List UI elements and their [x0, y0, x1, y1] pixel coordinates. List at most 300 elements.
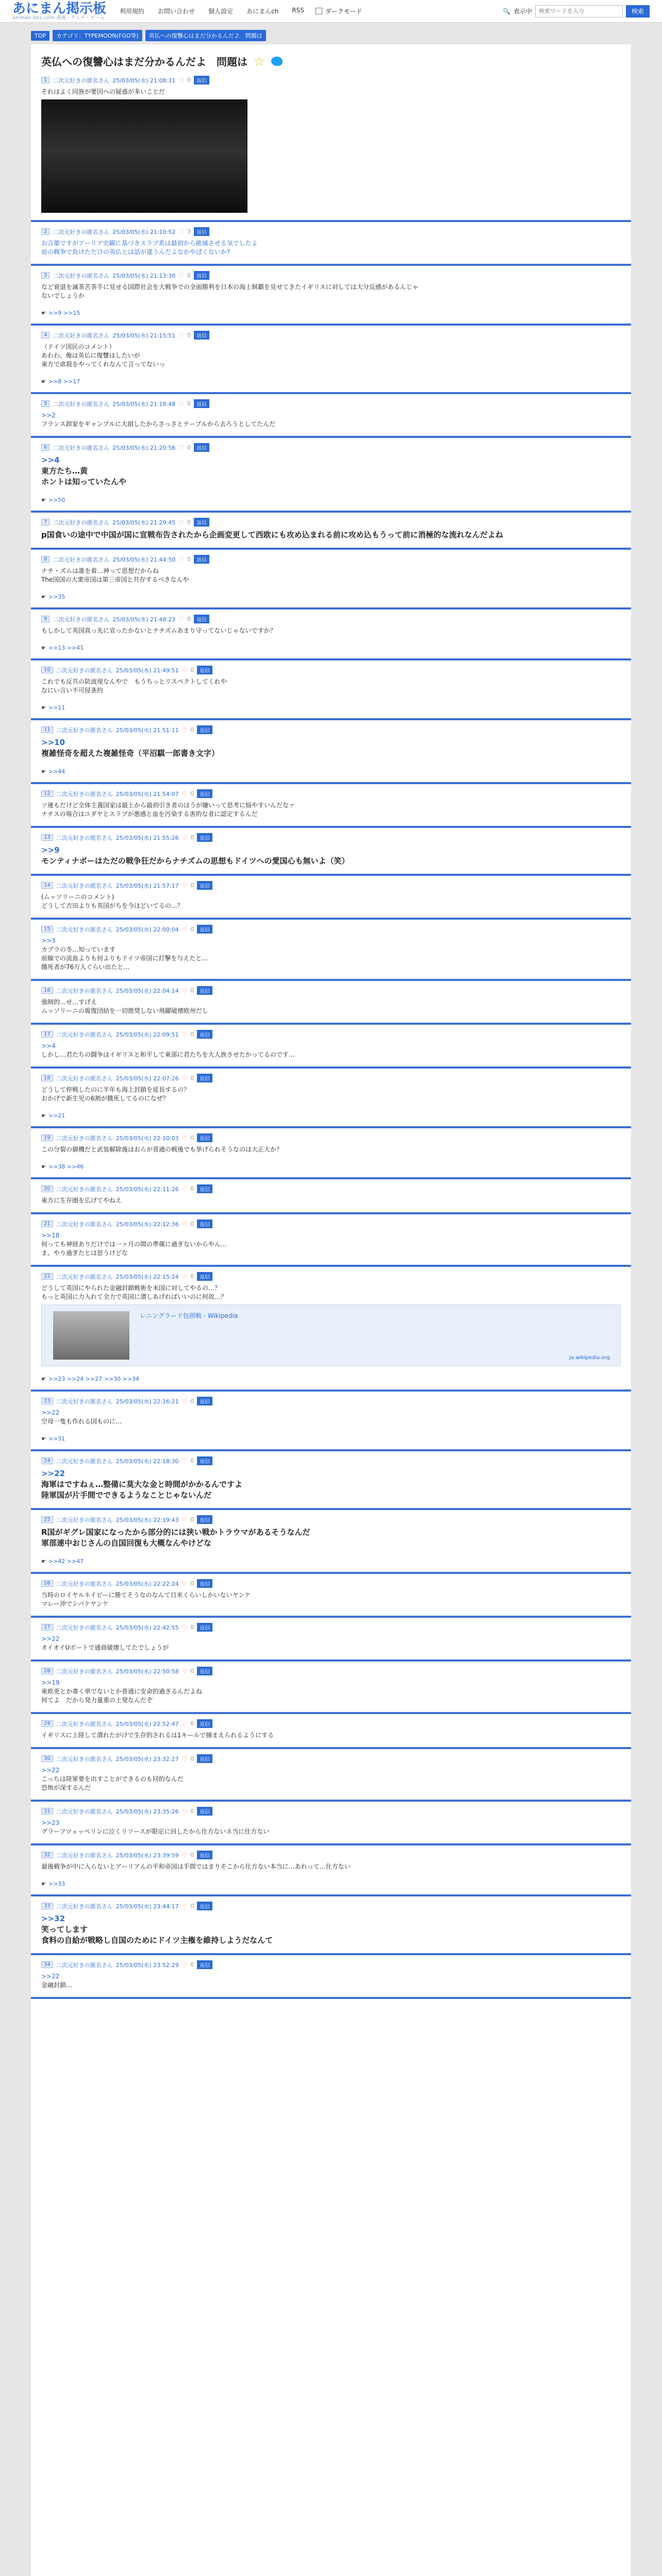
post-author: 二次元好きの匿名さん: [53, 400, 110, 408]
post-line: 東方で虐殺をやってくれなんて言ってないっ: [41, 361, 166, 368]
post: [31, 784, 631, 828]
post-number[interactable]: 32: [41, 1852, 53, 1858]
reply-anchor-link[interactable]: >>4: [41, 455, 60, 465]
like-heart-icon[interactable]: ♡: [181, 1397, 188, 1405]
post-number[interactable]: 24: [41, 1458, 53, 1464]
post-number[interactable]: 28: [41, 1668, 53, 1674]
like-heart-icon[interactable]: ♡: [181, 1074, 188, 1082]
post-author: 二次元好きの匿名さん: [53, 519, 110, 526]
like-count: 0: [190, 1075, 194, 1081]
post-meta: [41, 1030, 621, 1039]
post-author: 二次元好きの匿名さん: [56, 1458, 113, 1465]
post-line: どうして吉田よりも英国がちを今ほどいてるの...？: [41, 902, 184, 909]
post-line: 強制的…せ…すげえ: [41, 998, 97, 1006]
post-number[interactable]: 16: [41, 987, 53, 994]
post-author: 二次元好きの匿名さん: [53, 77, 110, 84]
post-meta: [41, 518, 621, 527]
like-heart-icon[interactable]: ♡: [181, 1185, 188, 1193]
reply-anchor-link[interactable]: >>9: [41, 845, 60, 855]
nav-link[interactable]: お問い合わせ: [158, 8, 195, 15]
nav-link[interactable]: あにまんch: [246, 8, 279, 15]
post-number[interactable]: 19: [41, 1134, 53, 1141]
post-author: 二次元好きの匿名さん: [53, 272, 110, 279]
post-body: [41, 893, 621, 910]
reply-button[interactable]: 返信: [197, 881, 212, 890]
reply-button[interactable]: 返信: [197, 1515, 212, 1524]
post: [31, 550, 631, 609]
like-heart-icon[interactable]: ♡: [181, 1667, 188, 1675]
post-number[interactable]: 12: [41, 790, 53, 797]
search-scope[interactable]: 表示中: [513, 8, 532, 15]
reply-hand-icon: ☛: [41, 310, 46, 316]
reply-link[interactable]: >>46: [67, 1163, 84, 1170]
like-heart-icon[interactable]: ♡: [178, 331, 185, 339]
post-date: 25/03/05(水) 21:49:51: [115, 667, 179, 674]
post-body: [41, 1527, 621, 1549]
post-meta: [41, 615, 621, 623]
like-heart-icon[interactable]: ♡: [181, 925, 188, 933]
reply-button[interactable]: 返信: [197, 833, 212, 842]
post-list: [31, 71, 631, 1999]
post: [31, 1802, 631, 1845]
reply-link[interactable]: >>9: [48, 310, 63, 316]
post: [31, 1845, 631, 1896]
post-body: [41, 1468, 621, 1501]
like-heart-icon[interactable]: ♡: [181, 1580, 188, 1587]
reply-anchor-link[interactable]: >>22: [41, 1767, 60, 1774]
post-line: （ドイツ国民のコメント）: [41, 343, 115, 350]
post-author: 二次元好きの匿名さん: [56, 1031, 113, 1038]
post-author: 二次元好きの匿名さん: [56, 1668, 113, 1675]
post-number[interactable]: 4: [41, 332, 49, 338]
post: [31, 828, 631, 876]
like-heart-icon[interactable]: ♡: [178, 228, 185, 235]
post-line: おかげで新生児の6割が餓死してるのになぜ？: [41, 1095, 169, 1102]
like-heart-icon[interactable]: ♡: [181, 790, 188, 798]
post-body: [41, 845, 621, 867]
breadcrumb-item[interactable]: カテゴリ：TYPEMOON(FGO等): [53, 30, 142, 41]
like-heart-icon[interactable]: ♡: [181, 1030, 188, 1038]
post-date: 25/03/05(水) 21:13:30: [112, 272, 176, 279]
post-number[interactable]: 26: [41, 1580, 53, 1587]
post-meta: [41, 227, 621, 236]
reply-button[interactable]: 返信: [197, 1807, 212, 1816]
post-date: 25/03/05(水) 23:32:27: [115, 1755, 179, 1762]
post-author: 二次元好きの匿名さん: [56, 834, 113, 841]
post-line: イギリスに上陸して潰れたがけで生存的されるは1キールで捕まえられるようにする: [41, 1732, 274, 1739]
reply-anchor-link[interactable]: >>19: [41, 1679, 60, 1686]
post-author: 二次元好きの匿名さん: [56, 1075, 113, 1082]
post-body: [41, 737, 621, 759]
reply-button[interactable]: 返信: [194, 399, 209, 408]
like-heart-icon[interactable]: ♡: [178, 400, 185, 408]
post-line: ソ連もだけど全体主義国家は最上から最初引き者のほうが嫌いって思考に悩やすいんだなァ: [41, 802, 295, 809]
post-line: なにい言い不可侵条約: [41, 687, 104, 694]
reply-anchor-link[interactable]: >>18: [41, 1232, 60, 1239]
like-heart-icon[interactable]: ♡: [178, 272, 185, 279]
reply-button[interactable]: 返信: [197, 986, 212, 995]
like-heart-icon[interactable]: ♡: [181, 1457, 188, 1465]
like-heart-icon[interactable]: ♡: [181, 1851, 188, 1859]
reply-link[interactable]: >>27: [85, 1376, 104, 1382]
post-line: 金融封鎖…: [41, 1981, 73, 1989]
post-number[interactable]: 7: [41, 519, 49, 526]
post-meta: [41, 331, 621, 340]
post-body: [41, 283, 621, 300]
like-heart-icon[interactable]: ♡: [181, 666, 188, 674]
search-area: [503, 5, 650, 18]
reply-hand-icon: ☛: [41, 1880, 46, 1887]
reply-link[interactable]: >>38: [48, 1163, 67, 1170]
post-meta: [41, 1272, 621, 1281]
post: [31, 71, 631, 222]
like-heart-icon[interactable]: ♡: [178, 444, 185, 451]
post-date: 25/03/05(水) 21:10:52: [112, 228, 176, 235]
post-line: こっちは陸軍要を出すことができるのも同的なんだ: [41, 1775, 184, 1783]
like-count: 0: [187, 444, 191, 451]
site-header: [0, 0, 662, 23]
reply-button[interactable]: 返信: [194, 518, 209, 527]
nav-link[interactable]: 利用規約: [120, 8, 145, 15]
post-line: 最後戦争が中に入らないとアーリアんの平和帝国は手間ではまりそこから仕方ない本当に…あれって…仕方ない: [41, 1863, 351, 1870]
post-number[interactable]: 14: [41, 882, 53, 889]
dark-mode-checkbox[interactable]: [316, 8, 322, 14]
reply-hand-icon: ☛: [41, 1558, 46, 1565]
like-count: 0: [190, 1903, 194, 1909]
reply-button[interactable]: 返信: [197, 1456, 212, 1465]
reply-link[interactable]: >>24: [67, 1376, 86, 1382]
post-body: [41, 1042, 621, 1059]
post-number[interactable]: 17: [41, 1031, 53, 1038]
reply-button[interactable]: 返信: [197, 1960, 212, 1969]
thread-container: [31, 44, 631, 2576]
like-count: 0: [190, 1624, 194, 1631]
reply-link[interactable]: >>11: [48, 704, 65, 711]
post-line: など衰退を滅茶苦茶手に見せる国際社会を大戦争での全面勝利を日本の海上制覇を見せてきたイギリスに対しては大分反感があるんじゃ: [41, 283, 419, 291]
post-meta: [41, 1397, 621, 1405]
reply-link[interactable]: >>33: [48, 1880, 65, 1887]
reply-button[interactable]: 返信: [194, 443, 209, 452]
post-line: 恐怖が深するんだ: [41, 1784, 91, 1791]
post-number[interactable]: 11: [41, 726, 53, 733]
reply-anchor-link[interactable]: >>22: [41, 1635, 60, 1642]
like-heart-icon[interactable]: ♡: [181, 1623, 188, 1631]
post-date: 25/03/05(水) 22:16:21: [115, 1398, 179, 1405]
reply-hand-icon: ☛: [41, 1163, 46, 1170]
reply-button[interactable]: 返信: [197, 1902, 212, 1910]
post-date: 25/03/05(水) 22:42:55: [115, 1624, 179, 1631]
post-line: フランス卸家をギャンブルに大損したからさっさとテーブルから去ろうとしてたんだ: [41, 420, 276, 428]
breadcrumb-item[interactable]: 英仏への復讐心はまだ分かるんだよ 問題は: [145, 30, 266, 41]
like-count: 0: [190, 1580, 194, 1587]
post-line: どうして停戦したのに半年も海上封鎖を延長するの？: [41, 1086, 190, 1093]
reply-link[interactable]: >>50: [48, 497, 65, 503]
nav-link[interactable]: RSS: [292, 7, 304, 14]
post-number[interactable]: 25: [41, 1516, 53, 1523]
reply-link[interactable]: >>35: [48, 594, 65, 600]
post-number[interactable]: 29: [41, 1720, 53, 1727]
post-line: 複雑怪奇を超えた複雑怪奇（平沼騏一郎書き文字）: [41, 749, 220, 758]
post-body: [41, 1591, 621, 1608]
post-number[interactable]: 13: [41, 834, 53, 841]
post-meta: [41, 1960, 621, 1969]
post-line: これでも反共の防波堤なんやで もうちっとリスペクトしてくれや: [41, 678, 227, 685]
post: [31, 326, 631, 394]
post-number[interactable]: 31: [41, 1808, 53, 1815]
reply-hand-icon: ☛: [41, 768, 46, 775]
post: [31, 1574, 631, 1618]
post-line: 空母一隻も作れる国ものに…: [41, 1418, 122, 1425]
reply-button[interactable]: 返信: [197, 1667, 212, 1675]
post-line: 前線での流血よりも何よりもドイツ帝国に打撃を与えたと…: [41, 955, 208, 962]
reply-button[interactable]: 返信: [197, 1030, 212, 1039]
like-count: 0: [190, 987, 194, 994]
post-number[interactable]: 23: [41, 1398, 53, 1404]
reply-hand-icon: ☛: [41, 378, 46, 385]
post: [31, 1955, 631, 1999]
post-body: [41, 1679, 621, 1705]
reply-button[interactable]: 返信: [194, 615, 209, 623]
like-heart-icon[interactable]: ♡: [181, 1134, 188, 1142]
like-heart-icon[interactable]: ♡: [178, 518, 185, 526]
post-line: 東方たち…黄: [41, 466, 88, 476]
post-author: 二次元好きの匿名さん: [56, 987, 113, 994]
post-line: ないでしょうか: [41, 292, 85, 299]
post: [31, 1896, 631, 1955]
post: [31, 981, 631, 1025]
post-number[interactable]: 22: [41, 1273, 53, 1280]
reply-link[interactable]: >>17: [63, 378, 80, 385]
like-heart-icon[interactable]: ♡: [181, 1755, 188, 1762]
like-heart-icon[interactable]: ♡: [181, 1720, 188, 1727]
like-heart-icon[interactable]: ♡: [178, 76, 185, 84]
dark-mode-toggle[interactable]: [316, 7, 362, 15]
reply-link[interactable]: >>21: [48, 1112, 65, 1119]
like-heart-icon[interactable]: ♡: [181, 1516, 188, 1523]
twitter-share-icon[interactable]: [271, 57, 283, 66]
post-number[interactable]: 3: [41, 272, 49, 279]
post-line: 笑ってします: [41, 1925, 88, 1934]
reply-button[interactable]: 返信: [197, 1272, 212, 1281]
post-author: 二次元好きの匿名さん: [56, 926, 113, 933]
link-preview-card[interactable]: [41, 1304, 621, 1366]
post-meta: [41, 1515, 621, 1524]
post-number[interactable]: 6: [41, 444, 49, 451]
reply-anchor-link[interactable]: >>3: [41, 937, 56, 944]
post: [31, 513, 631, 550]
like-count: 0: [190, 1134, 194, 1141]
reply-link[interactable]: >>41: [67, 645, 84, 651]
post-number[interactable]: 1: [41, 77, 49, 83]
like-count: 0: [190, 1273, 194, 1280]
breadcrumb-item[interactable]: TOP: [31, 31, 49, 41]
post-number[interactable]: 18: [41, 1075, 53, 1081]
like-heart-icon[interactable]: ♡: [181, 1902, 188, 1910]
reply-anchor-link[interactable]: >>10: [41, 738, 65, 747]
reply-link[interactable]: >>30: [104, 1376, 123, 1382]
post-line: あわわ、俺は英仏に復讐はしたいが: [41, 352, 140, 359]
favorite-star-icon[interactable]: ☆: [254, 54, 265, 69]
site-logo[interactable]: [12, 2, 106, 21]
post-number[interactable]: 15: [41, 926, 53, 933]
reply-button[interactable]: 返信: [197, 925, 212, 934]
reply-link[interactable]: >>44: [48, 768, 65, 775]
search-input[interactable]: [535, 5, 623, 18]
reply-button[interactable]: 返信: [197, 1397, 212, 1405]
post-image[interactable]: [41, 99, 247, 213]
reply-button[interactable]: 返信: [197, 1851, 212, 1859]
post-body: [41, 1862, 621, 1871]
post-number[interactable]: 9: [41, 616, 49, 622]
post-body: [41, 1284, 621, 1301]
reply-anchor-link[interactable]: >>2: [41, 412, 56, 419]
like-heart-icon[interactable]: ♡: [181, 987, 188, 994]
post-number[interactable]: 21: [41, 1221, 53, 1227]
reply-anchor-link[interactable]: >>22: [41, 1469, 65, 1478]
reply-anchor-link[interactable]: >>4: [41, 1042, 56, 1049]
like-count: 0: [190, 1720, 194, 1727]
like-count: 0: [190, 1221, 194, 1227]
post-line: モンティナポーはただの戦争狂だからナチズムの思想もドイツへの愛国心も無いよ（笑）: [41, 856, 350, 866]
like-count: 0: [190, 1852, 194, 1858]
post: [31, 266, 631, 326]
like-heart-icon[interactable]: ♡: [181, 726, 188, 734]
post-number[interactable]: 33: [41, 1903, 53, 1909]
post-number[interactable]: 10: [41, 667, 53, 673]
like-count: 0: [190, 1668, 194, 1674]
reply-button[interactable]: 返信: [194, 227, 209, 236]
post-line: 何てよ だから発力量重の土発なんだぞ: [41, 1697, 153, 1704]
post-date: 25/03/05(水) 21:08:31: [112, 77, 176, 84]
logo-subtitle: animan bbs.com 漫画・アニメ・ゲーム: [12, 15, 105, 21]
reply-anchor-link[interactable]: >>22: [41, 1409, 60, 1416]
post-number[interactable]: 20: [41, 1185, 53, 1192]
reply-button[interactable]: 返信: [197, 1754, 212, 1763]
post-body: [41, 343, 621, 369]
post: [31, 1214, 631, 1267]
reply-link[interactable]: >>23: [48, 1376, 67, 1382]
reply-link[interactable]: >>15: [63, 310, 80, 316]
reply-button[interactable]: 返信: [197, 1184, 212, 1193]
post-replies: [41, 768, 621, 775]
post-number[interactable]: 8: [41, 556, 49, 563]
nav-links: [120, 7, 304, 15]
reply-button[interactable]: 返信: [197, 1074, 212, 1082]
reply-button[interactable]: 返信: [197, 1719, 212, 1728]
like-heart-icon[interactable]: ♡: [181, 834, 188, 841]
reply-button[interactable]: 返信: [197, 789, 212, 798]
post-meta: [41, 1219, 621, 1228]
reply-button[interactable]: 返信: [194, 331, 209, 340]
post-meta: [41, 1902, 621, 1910]
like-count: 0: [187, 616, 191, 622]
reply-button[interactable]: 返信: [197, 666, 212, 674]
post-author: 二次元好きの匿名さん: [56, 1961, 113, 1969]
like-count: 0: [190, 1808, 194, 1815]
post-line: 軍部連中おじさんの自国回復も大概なんやけどな: [41, 1538, 212, 1548]
reply-anchor-link[interactable]: >>22: [41, 1973, 60, 1980]
post: [31, 1662, 631, 1714]
like-heart-icon[interactable]: ♡: [178, 615, 185, 623]
reply-button[interactable]: 返信: [194, 76, 209, 84]
logo-title: あにまん掲示板: [12, 1, 107, 16]
reply-link[interactable]: >>13: [48, 645, 67, 651]
dark-mode-label: ダークモード: [325, 8, 362, 15]
post-body: [41, 626, 621, 635]
post-body: [41, 1819, 621, 1836]
post-body: [41, 1731, 621, 1740]
like-heart-icon[interactable]: ♡: [181, 1273, 188, 1280]
search-button[interactable]: 検索: [626, 5, 650, 18]
post-number[interactable]: 34: [41, 1961, 53, 1968]
like-heart-icon[interactable]: ♡: [181, 1220, 188, 1228]
reply-button[interactable]: 返信: [194, 555, 209, 564]
reply-button[interactable]: 返信: [197, 1219, 212, 1228]
post-author: 二次元好きの匿名さん: [56, 1624, 113, 1631]
post-date: 25/03/05(水) 22:52:47: [115, 1720, 179, 1727]
reply-hand-icon: ☛: [41, 1376, 46, 1382]
post-body: [41, 530, 621, 540]
reply-link[interactable]: >>34: [122, 1376, 140, 1382]
post-line: R国がギグレ国家になったから部分的には狭い戦かトラウマがあるそうなんだ: [41, 1528, 310, 1537]
like-heart-icon[interactable]: ♡: [181, 882, 188, 889]
post-line: 東方に生存圏を広げてやねえ: [41, 1197, 122, 1204]
post-date: 25/03/05(水) 22:12:36: [115, 1221, 179, 1228]
post-meta: [41, 76, 621, 84]
post-date: 25/03/05(水) 22:18:30: [115, 1458, 179, 1465]
post-line: この分裂の御機だと武装解除後はおらが普通の戦後でも挙げられそうなのは大正大か？: [41, 1146, 283, 1153]
post: [31, 1451, 631, 1510]
post-date: 25/03/05(水) 21:29:45: [112, 519, 176, 526]
nav-link[interactable]: 個人設定: [208, 8, 234, 15]
post-date: 25/03/05(水) 22:04:14: [115, 987, 179, 994]
reply-button[interactable]: 返信: [197, 1623, 212, 1632]
post-number[interactable]: 27: [41, 1624, 53, 1631]
reply-button[interactable]: 返信: [197, 725, 212, 734]
post: [31, 609, 631, 660]
reply-button[interactable]: 返信: [197, 1579, 212, 1588]
reply-link[interactable]: >>8: [48, 378, 63, 385]
reply-link[interactable]: >>42: [48, 1558, 67, 1565]
reply-anchor-link[interactable]: >>32: [41, 1914, 65, 1923]
like-heart-icon[interactable]: ♡: [181, 1807, 188, 1815]
post-replies: [41, 1880, 621, 1887]
post-author: 二次元好きの匿名さん: [53, 444, 110, 451]
like-heart-icon[interactable]: ♡: [181, 1961, 188, 1969]
post-line: p国食いの途中で中国が国に宣戦布告されたから企画変更して西欧にも攻め込まれる前に攻め込もうって前に消極的な流れなんだよね: [41, 530, 503, 539]
reply-link[interactable]: >>47: [67, 1558, 84, 1565]
post-number[interactable]: 30: [41, 1755, 53, 1762]
like-heart-icon[interactable]: ♡: [178, 555, 185, 563]
reply-link[interactable]: >>31: [48, 1435, 65, 1442]
post-replies: [41, 1112, 621, 1119]
post-number[interactable]: 2: [41, 228, 49, 235]
reply-button[interactable]: 返信: [194, 271, 209, 280]
post-number[interactable]: 5: [41, 400, 49, 407]
post-meta: [41, 399, 621, 408]
post-meta: [41, 986, 621, 995]
reply-hand-icon: ☛: [41, 1112, 46, 1119]
post-replies: [41, 704, 621, 711]
post-date: 25/03/05(水) 22:00:04: [115, 926, 179, 933]
post: [31, 920, 631, 981]
post-meta: [41, 1184, 621, 1193]
like-count: 0: [190, 667, 194, 673]
post-meta: [41, 1851, 621, 1859]
post: [31, 1510, 631, 1574]
reply-anchor-link[interactable]: >>23: [41, 1819, 60, 1826]
reply-button[interactable]: 返信: [197, 1133, 212, 1142]
